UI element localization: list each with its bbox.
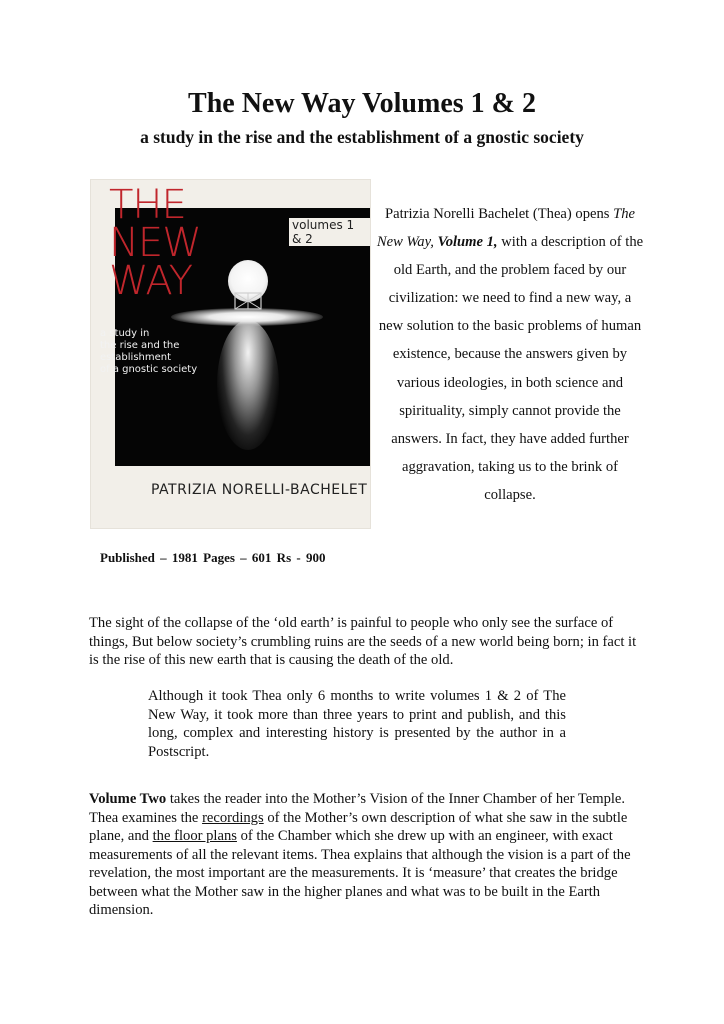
cover-title-line: WAY — [109, 258, 193, 304]
intro-body: with a description of the old Earth, and the problem faced by our civilization: we need to find a new way, a new solution to the basic problems of human existence, because the answers given by various ideologies, in both science and spirituality, simply cannot provide the answers. In fact, they have added further aggravation, taking us to the brink of collapse. — [378, 234, 644, 503]
book-title-italic: The New Way, — [376, 206, 636, 251]
cover-volumes-label: volumes 1 & 2 — [289, 218, 370, 246]
cover-description-line: of a gnostic society — [100, 364, 198, 375]
cover-title-line: NEW — [109, 220, 201, 266]
cover-description-line: a study in — [100, 328, 150, 339]
cover-glow-illustration — [217, 320, 279, 450]
page-subtitle: a study in the rise and the establishment of a gnostic society — [140, 127, 584, 147]
cover-disc-illustration — [171, 308, 323, 326]
volume-two-text: takes the reader into the Mother’s Vision of the Inner Chamber of her Temple. Thea examines the — [89, 791, 626, 826]
cover-description-line: the rise and the — [100, 340, 180, 351]
cover-title — [109, 182, 229, 304]
publication-caption: Published – 1981 Pages – 601 Rs - 900 — [100, 550, 326, 565]
intro-lead: Patrizia Norelli Bachelet (Thea) opens — [384, 206, 614, 222]
cover-author: PATRIZIA NORELLI-BACHELET — [151, 482, 368, 498]
paragraph-postscript: Although it took Thea only 6 months to write volumes 1 & 2 of The New Way, it took more than three years to print and publish, and this long, complex and interesting history is presented by the author in a Postscript. — [148, 688, 566, 760]
intro-text — [376, 200, 644, 509]
book-cover-image — [91, 180, 370, 528]
cover-description — [100, 328, 200, 376]
volume-label: Volume 1, — [437, 234, 498, 251]
paragraph-collapse: The sight of the collapse of the ‘old earth’ is painful to people who only see the surface of things, But below society’s crumbling ruins are the seeds of a new world being born; in fact it is the rise of this new earth that is causing the death of the old. — [89, 615, 637, 668]
page-title: The New Way Volumes 1 & 2 — [188, 88, 536, 119]
cover-title-line: THE — [109, 182, 186, 228]
floor-plans-link[interactable]: the floor plans — [152, 828, 237, 844]
volume-two-text: of the Chamber which she drew up with an engineer, with exact measurements of all the relevant items. Thea explains that although the vision is a part of the revelation, the most important are the measurements. It is ‘measure’ that creates the bridge between what the Mother saw in the higher planes and what was to be built in the Earth dimension. — [89, 828, 631, 918]
volume-two-label: Volume Two — [89, 791, 167, 807]
cover-description-line: establishment — [100, 352, 172, 363]
paragraph-volume-two — [89, 790, 644, 920]
recordings-link[interactable]: recordings — [202, 809, 264, 826]
volume-two-text: of the Mother’s own description of what she saw in the subtle plane, and — [89, 809, 628, 844]
